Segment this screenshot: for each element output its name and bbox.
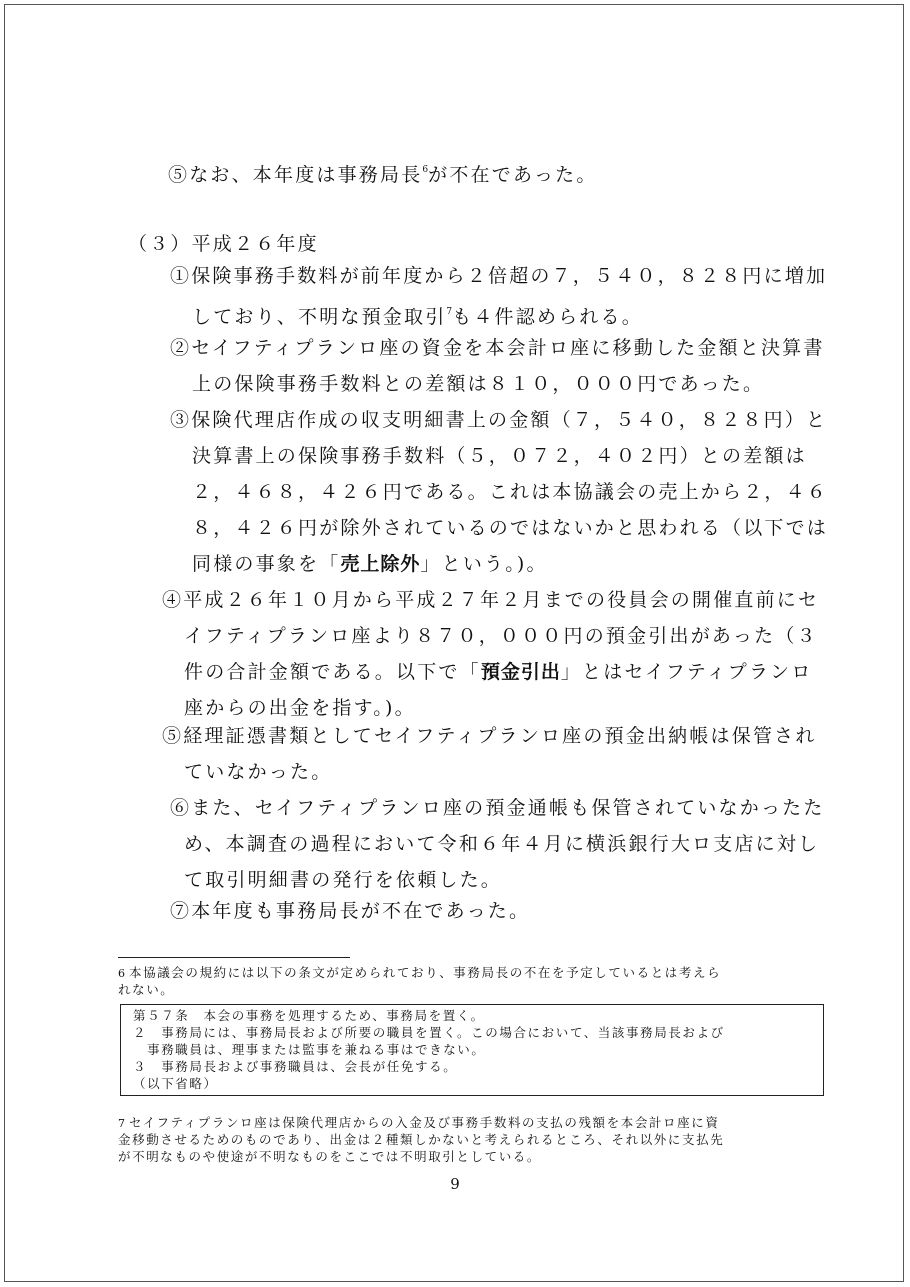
term-sales-exclusion: 売上除外: [340, 553, 421, 575]
item-1: [170, 258, 827, 330]
paragraph-item5-absent: [168, 152, 598, 188]
item-6: [170, 790, 825, 898]
item-4-line-3-pre: 件の合計金額である。以下で「: [184, 661, 481, 683]
item-4-line-1: ④平成２６年１０月から平成２７年２月までの役員会の開催直前にセ: [162, 589, 820, 611]
item-3-line-5: [170, 546, 828, 582]
section-heading-text: （３）平成２６年度: [128, 233, 319, 255]
footnote-ref-6[interactable]: 6: [422, 165, 429, 175]
item-2-line-2: 上の保険事務手数料との差額は８１０，０００円であった。: [192, 373, 765, 395]
bylaws-line-3: 事務職員は、理事または監事を兼ねる事はできない。: [133, 1042, 486, 1057]
footnote-7: [118, 1114, 724, 1165]
item-5-line-1: ⑤経理証憑書類としてセイフティプランロ座の預金出納帳は保管され: [162, 725, 817, 747]
bylaws-line-5: （以下省略）: [133, 1076, 218, 1091]
item-3-line-4: ８，４２６円が除外されているのではないかと思われる（以下では: [192, 517, 829, 539]
footnote-6-line-1: 本協議会の規約には以下の条文が定められており、事務局長の不在を予定しているとは考えら: [129, 965, 722, 980]
item-6-line-1: ⑥また、セイフティプランロ座の預金通帳も保管されていなかったた: [170, 797, 825, 819]
footnote-6-number: 6: [118, 967, 125, 980]
footnote-7-number: 7: [118, 1117, 125, 1130]
item-4-line-3: [162, 654, 819, 690]
bylaws-line-4: ３ 事務局長および事務職員は、会長が任免する。: [133, 1059, 458, 1074]
item-1-line-1: ①保険事務手数料が前年度から２倍超の７，５４０，８２８円に増加: [170, 265, 828, 287]
footnote-6-line-2: れない。: [118, 982, 175, 997]
item-7: [170, 893, 530, 929]
footnote-separator: [118, 957, 350, 958]
item-4-line-4: 座からの出金を指す。)。: [184, 697, 416, 719]
item-5: [162, 718, 817, 790]
item-1-line-2-pre: しており、不明な預金取引: [192, 306, 447, 328]
item-3-line-1: ③保険代理店作成の収支明細書上の金額（７，５４０，８２８円）と: [170, 409, 828, 431]
item-2: [170, 330, 825, 402]
footnote-6: [118, 964, 721, 998]
item-3-line-5-pre: 同様の事象を「: [192, 553, 341, 575]
item5-text-post: が不在であった。: [428, 164, 598, 186]
item-3-line-5-post: 」という。)。: [420, 553, 548, 575]
item-1-line-2: [170, 294, 827, 330]
item-2-line-1: ②セイフティプランロ座の資金を本会計ロ座に移動した金額と決算書: [170, 337, 825, 359]
footnote-7-line-1: セイフティプランロ座は保険代理店からの入金及び事務手数料の支払の残額を本会計ロ座に資: [129, 1115, 720, 1130]
item-1-line-2-post: も４件認められる。: [452, 306, 643, 328]
term-deposit-withdrawal: 預金引出: [480, 661, 561, 683]
item-3: [170, 402, 828, 582]
footnote-ref-7[interactable]: 7: [446, 307, 453, 317]
item-4-line-3-post: 」とはセイフティプランロ: [560, 661, 813, 683]
page-number: 9: [450, 1175, 460, 1193]
item-7-line-1: ⑦本年度も事務局長が不在であった。: [170, 900, 531, 922]
item-3-line-3: ２，４６８，４２６円である。これは本協議会の売上から２，４６: [192, 481, 829, 503]
item-3-line-2: 決算書上の保険事務手数料（５，０７２，４０２円）との差額は: [192, 445, 807, 467]
item-6-line-2: め、本調査の過程において令和６年４月に横浜銀行大ロ支店に対し: [184, 833, 820, 855]
item-5-line-2: ていなかった。: [184, 761, 333, 783]
section-heading: [128, 226, 319, 262]
bylaws-line-1: 第５７条 本会の事務を処理するため、事務局を置く。: [133, 1008, 485, 1023]
footnote-7-line-2: 金移動させるためのものであり、出金は２種類しかないと考えられるところ、それ以外に支払先: [118, 1132, 725, 1147]
item-4-line-2: イフティプランロ座より８７０，０００円の預金引出があった（３: [184, 625, 818, 647]
footnote-7-line-3: が不明なものや使途が不明なものをここでは不明取引としている。: [118, 1149, 542, 1164]
item5-text-pre: ⑤なお、本年度は事務局長: [168, 164, 423, 186]
item-6-line-3: て取引明細書の発行を依頼した。: [184, 869, 503, 891]
bylaws-line-2: ２ 事務局には、事務局長および所要の職員を置く。この場合において、当該事務局長および: [133, 1025, 725, 1040]
bylaws-quote-box: [120, 1004, 824, 1096]
item-4: [162, 582, 819, 726]
